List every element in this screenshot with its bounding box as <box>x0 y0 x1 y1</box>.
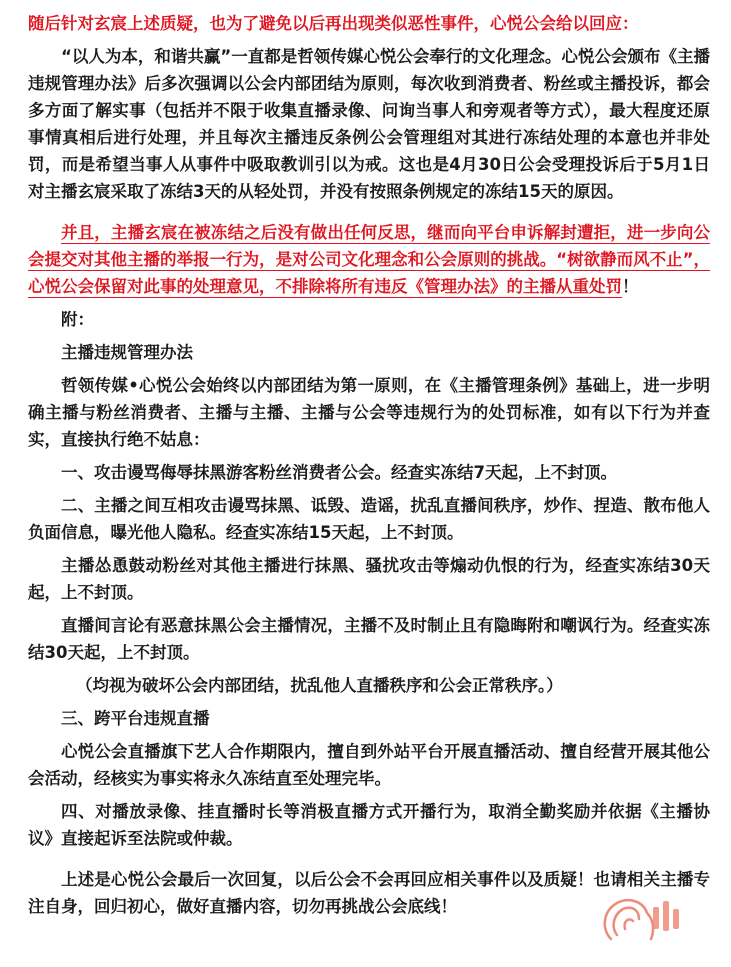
rule-4: 四、对播放录像、挂直播时长等消极直播方式开播行为，取消全勤奖励并依据《主播协议》直接起诉至法院或仲裁。 <box>28 802 710 848</box>
rule-3-title: 三、跨平台违规直播 <box>61 709 210 728</box>
rule-2c: 直播间言论有恶意抹黑公会主播情况，主播不及时制止且有隐晦附和嘲讽行为。经查实冻结30天起，上不封顶。 <box>28 616 710 662</box>
rules-intro: 哲领传媒•心悦公会始终以内部团结为第一原则，在《主播管理条例》基础上，进一步明确主播与粉丝消费者、主播与主播、主播与公会等违规行为的处罚标准，如有以下行为并查实，直接执行绝不姑息： <box>28 376 710 449</box>
rule-2: 二、主播之间互相攻击谩骂抹黑、诋毁、造谣，扰乱直播间秩序，炒作、捏造、散布他人负面信息，曝光他人隐私。经查实冻结15天起，上不封顶。 <box>28 496 710 542</box>
rule-3: 心悦公会直播旗下艺人合作期限内，擅自到外站平台开展直播活动、擅自经营开展其他公会活动，经核实为事实将永久冻结直至处理完毕。 <box>28 742 710 788</box>
rule-1: 一、攻击谩骂侮辱抹黑游客粉丝消费者公会。经查实冻结7天起，上不封顶。 <box>61 463 617 482</box>
appendix-label: 附： <box>61 310 94 329</box>
rule-2-note: （均视为破坏公会内部团结，扰乱他人直播秩序和公会正常秩序。） <box>76 676 563 695</box>
document-body <box>28 10 710 920</box>
paragraph-warning <box>28 219 710 300</box>
closing-statement: 上述是心悦公会最后一次回复，以后公会不会再回应相关事件以及质疑！也请相关主播专注自身，回归初心，做好直播内容，切勿再挑战公会底线！ <box>28 870 710 916</box>
rule-2b: 主播怂恿鼓动粉丝对其他主播进行抹黑、骚扰攻击等煽动仇恨的行为，经查实冻结30天起，上不封顶。 <box>28 556 710 602</box>
paragraph-culture: “以人为本，和谐共赢”一直都是哲领传媒心悦公会奉行的文化理念。心悦公会颁布《主播违规管理办法》后多次强调以公会内部团结为原则，每次收到消费者、粉丝或主播投诉，都会多方面了解实事（包括并不限于收集直播录像、问询当事人和旁观者等方式），最大程度还原事情真相后进行处理，并且每次主播违反条例公会管理组对其进行冻结处理的本意也并非处罚，而是希望当事人从事件中吸取教训引以为戒。这也是4月30日公会受理投诉后于5月1日对主播玄宸采取了冻结3天的从轻处罚，并没有按照条例规定的冻结15天的原因。 <box>28 47 710 201</box>
warning-end: ！ <box>622 277 639 296</box>
rules-title: 主播违规管理办法 <box>61 343 193 362</box>
warning-text: 并且，主播玄宸在被冻结之后没有做出任何反思，继而向平台申诉解封遭拒，进一步向公会提交对其他主播的举报一行为，是对公司文化理念和公会原则的挑战。“树欲静而风不止”，心悦公会保留对此事的处理意见，不排除将所有违反《管理办法》的主播从重处罚 <box>28 223 710 296</box>
intro-title: 随后针对玄宸上述质疑，也为了避免以后再出现类似恶性事件，心悦公会给以回应： <box>28 14 639 33</box>
